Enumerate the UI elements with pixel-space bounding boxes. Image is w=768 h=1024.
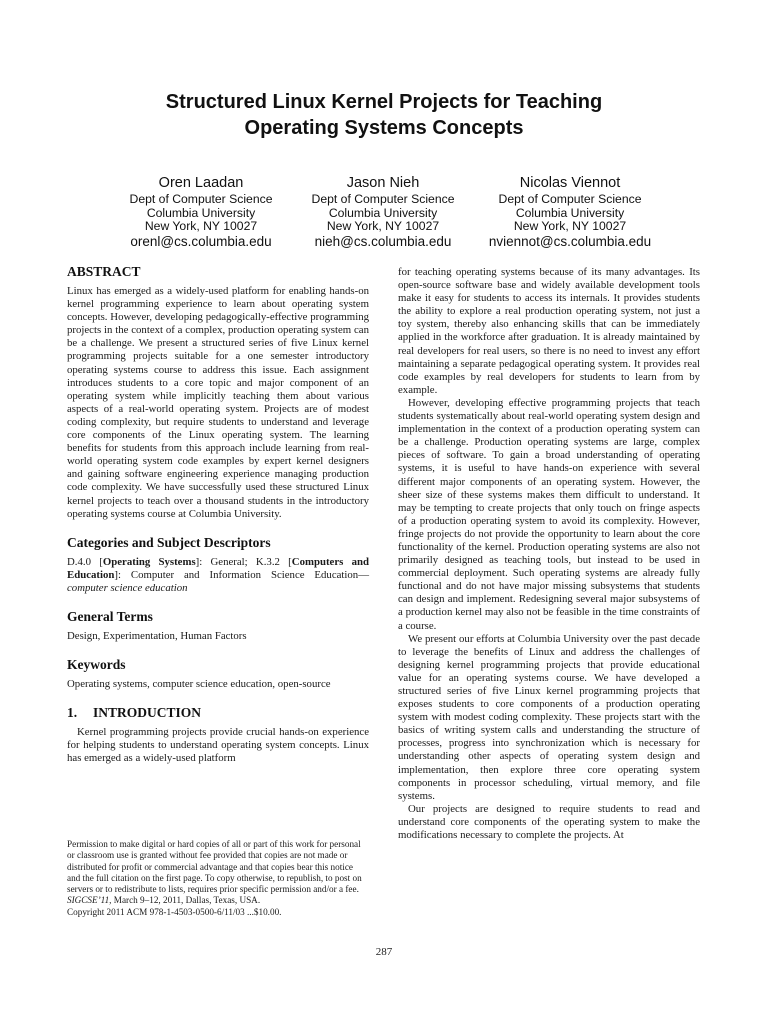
permission-text: Permission to make digital or hard copies of all or part of this work for personal or classroom use is granted without fee provided that copies are not made or distributed for profit or commercial advantage and that copies bear this notice and the full citation on the first page. To copy otherwise, to republish, to post on servers or to redistribute to lists, requires prior specific permission and/or a fee. [67,839,362,895]
categories-bold: Computers and Education [67,555,369,581]
categories-part: ]: General; K.3.2 [ [195,555,292,568]
author-email: nviennot@cs.columbia.edu [488,233,652,249]
author-univ: Columbia University [146,205,256,220]
conference-name: SIGCSE’11, [67,895,112,906]
intro-paragraph-3: We present our efforts at Columbia University over the past decade to leverage the benefits of Linux and address the challenges of designing kernel programming projects that provide educational value for an operating systems course. We have developed a structured series of five Linux kernel programming projects that exposes students to core components of a production operating system with modest coding complexity. These projects start with the basics of writing system calls and understanding the structure of processes, progress into synchronization which is necessary for understanding other aspects of operating system design and implementation, then explore three core operating system components in processor scheduling, virtual memory, and file systems. [398,632,700,802]
conference-line [67,895,367,906]
introduction-heading [67,705,369,721]
title-line-1: Structured Linux Kernel Projects for Teaching [165,91,603,113]
keywords-heading: Keywords [67,657,126,673]
left-column [67,264,369,765]
abstract-heading: ABSTRACT [67,264,141,279]
author-dept: Dept of Computer Science [311,192,455,206]
author-2 [283,174,483,249]
categories-heading: Categories and Subject Descriptors [67,534,271,550]
section-title: INTRODUCTION [93,705,202,721]
categories-part: ]: Computer and Information Science Education— [114,568,369,581]
intro-paragraph-1: for teaching operating systems because of its many advantages. Its open-source software base and widely available development tools make it easy for students to access its internals. It provides students the ability to explore a real production operating system, not just a toy system, thereby also enhancing skills that can be immediately applied in the workforce after graduation. It is already maintained by real developers for real users, so there is no need to invest any effort maintaining a separate pedagogical operating system. It provides real code examples by real developers for students to learn from by example. [398,266,700,396]
categories-bold: Operating Systems [102,555,196,568]
author-name: Oren Laadan [158,175,244,191]
author-email: nieh@cs.columbia.edu [314,233,452,249]
author-name: Nicolas Viennot [519,175,621,191]
author-dept: Dept of Computer Science [498,192,642,206]
author-name: Jason Nieh [346,175,420,191]
general-terms-text: Design, Experimentation, Human Factors [67,629,247,642]
intro-paragraph-4: Our projects are designed to require students to read and understand core components of the operating system to make the modifications necessary to complete the projects. At [398,802,700,842]
author-dept: Dept of Computer Science [129,192,273,206]
author-city: New York, NY 10027 [144,219,258,233]
author-1 [101,174,301,249]
author-email: orenl@cs.columbia.edu [130,233,272,249]
author-univ: Columbia University [515,205,625,220]
keywords-text: Operating systems, computer science education, open-source [67,678,331,691]
right-column [398,266,700,842]
author-univ: Columbia University [328,205,438,220]
permission-notice [67,839,367,918]
categories-part: D.4.0 [ [67,555,103,568]
copyright-line: Copyright 2011 ACM 978-1-4503-0500-6/11/03 ...$10.00. [67,906,282,917]
conference-details: March 9–12, 2011, Dallas, Texas, USA. [111,895,261,906]
categories-text [67,556,369,595]
general-terms-heading: General Terms [67,608,153,624]
section-number: 1. [67,705,78,721]
title-line-2: Operating Systems Concepts [244,117,524,139]
author-city: New York, NY 10027 [513,219,627,233]
categories-italic: computer science education [67,581,188,594]
author-3 [470,174,670,249]
abstract-text: Linux has emerged as a widely-used platform for enabling hands-on kernel programming experience to learn about operating system concepts. However, developing pedagogically-effective programming projects in the context of a complex, production operating system can be a challenge. We present a structured series of five Linux kernel programming projects suitable for a one semester introductory operating systems course to address this issue. Each assignment introduces students to a core topic and major component of an operating system while implicitly teaching them about various aspects of a real-world operating system. Projects are of modest coding complexity, but require students to understand and leverage core components of the Linux operating system. The learning benefits for students from this approach include learning from real-world operating system code examples by expert kernel designers and gaining software engineering experience managing production code complexity. We have successfully used these structured Linux kernel projects to teach over a thousand students in the introductory operating systems course at Columbia University. [67,285,369,520]
intro-paragraph-2: However, developing effective programming projects that teach students systematically about real-world operating system design and implementation in the context of a production operating system can be a challenge. Production operating systems are large, complex pieces of software. To gain a broad understanding of operating systems, it is useful to have hands-on experience with several different major components of an operating system. However, the sheer size of these systems makes them difficult to understand. It may be tempting to create projects that only touch on fringe aspects of a production operating system to avoid its complexity. However, fringe projects do not provide the opportunity to learn about the core functionality of the kernel. Production operating systems are also not primarily designed as teaching tools, but instead to be used in commercial deployment. Such operating systems are already fully functional and do not have major missing subsystems that students can design and implement. Redesigning several major subsystems of a production kernel may also not be feasible in the time constraints of a course. [398,396,700,632]
author-city: New York, NY 10027 [326,219,440,233]
paper-title [60,89,708,141]
introduction-text: Kernel programming projects provide crucial hands-on experience for helping students to understand operating system concepts. Linux has emerged as a widely-used platform [67,726,369,765]
page-number: 287 [375,946,393,958]
